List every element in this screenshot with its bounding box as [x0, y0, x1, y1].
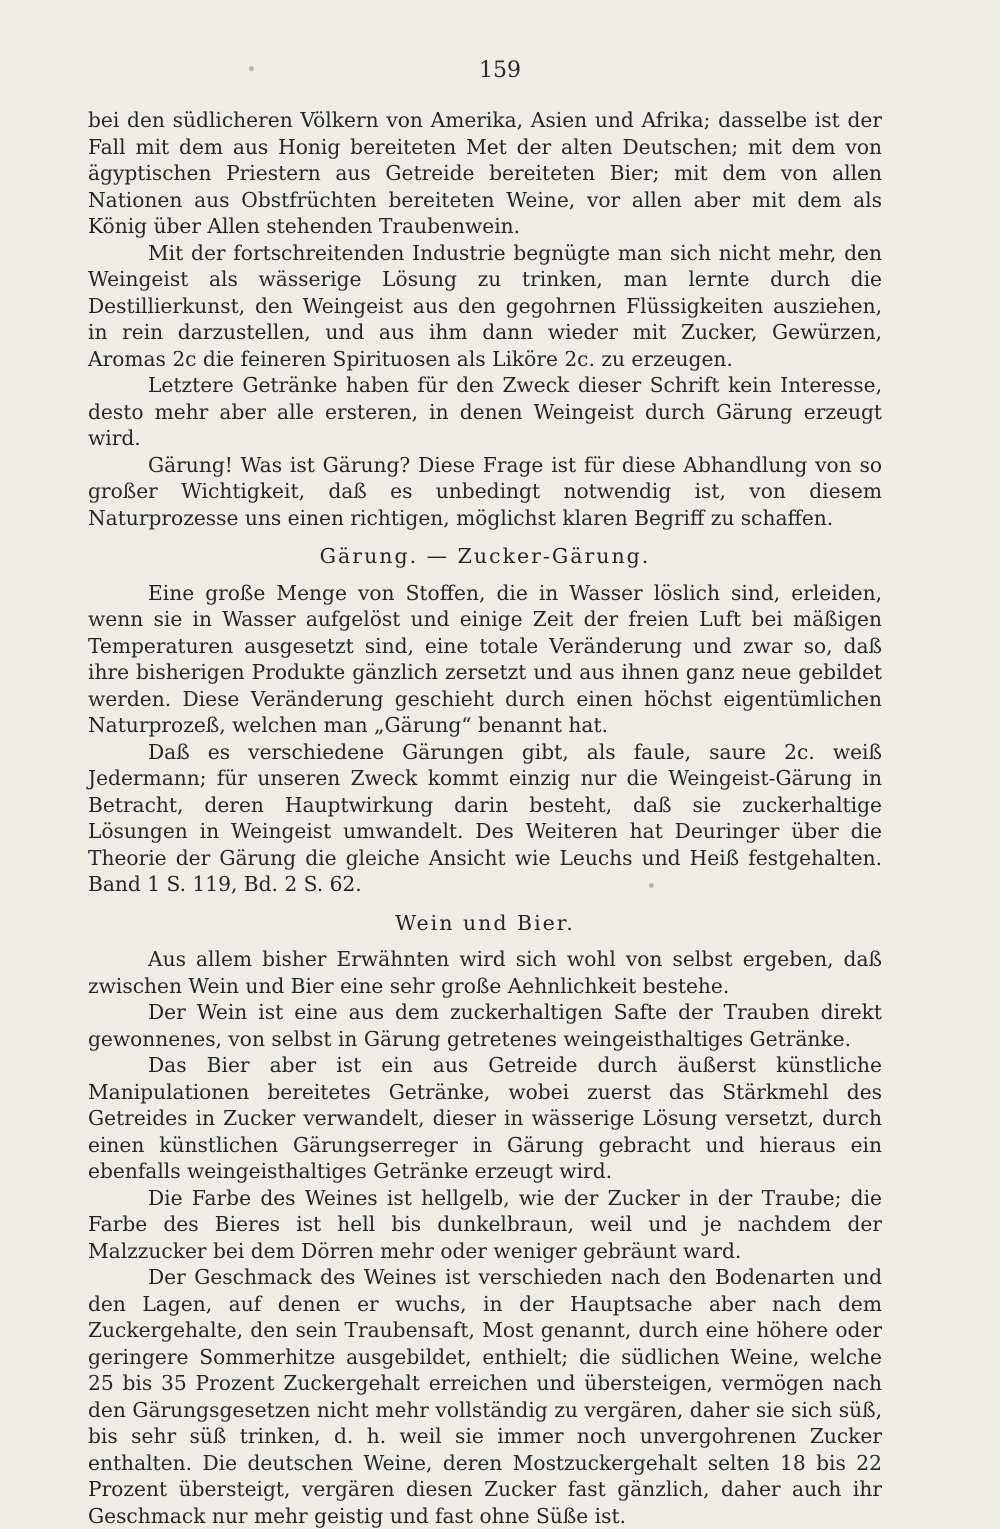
paragraph: Letztere Getränke haben für den Zweck dieser Schrift kein Interesse, desto mehr aber alle ersteren, in denen Weingeist durch Gärung erzeugt wird.: [88, 373, 882, 450]
paragraph: Daß es verschiedene Gärungen gibt, als faule, saure 2c. weiß Jedermann; für unseren Zweck kommt einzig nur die Weingeist-Gärung in Betracht, deren Hauptwirkung darin besteht, daß sie zuckerhaltige Lösungen in Weingeist umwandelt. Des Weiteren hat Deuringer über die Theorie der Gärung die gleiche Ansicht wie Leuchs und Heiß festgehalten. Band 1 S. 119, Bd. 2 S. 62.: [88, 739, 882, 896]
paragraph: Das Bier aber ist ein aus Getreide durch äußerst künstliche Manipulationen bereitetes Getränke, wobei zuerst das Stärkmehl des Getreides in Zucker verwandelt, dieser in wässerige Lösung versetzt, durch einen künstlichen Gärungserreger in Gärung gebracht und hieraus ein ebenfalls weingeisthaltiges Getränke erzeugt wird.: [88, 1053, 882, 1183]
paragraph: Der Wein ist eine aus dem zuckerhaltigen Safte der Trauben direkt gewonnenes, von selbst in Gärung getretenes weingeisthaltiges Getränke.: [88, 1000, 882, 1051]
paragraph: Der Geschmack des Weines ist verschieden nach den Bodenarten und den Lagen, auf denen er wuchs, in der Hauptsache aber nach dem Zuckergehalte, den sein Traubensaft, Most genannt, durch eine höhere oder geringere Sommerhitze ausgebildet, enthielt; die südlichen Weine, welche 25 bis 35 Prozent Zuckergehalt erreichen und übersteigen, vermögen nach den Gärungsgesetzen nicht mehr vollständig zu vergären, daher sie sich süß, bis sehr süß trinken, d. h. weil sie immer noch unvergohrenen Zucker enthalten. Die deutschen Weine, deren Mostzuckergehalt selten 18 bis 22 Prozent übersteigt, vergären diesen Zucker fast gänzlich, daher auch ihr Geschmack nur mehr geistig und fast ohne Süße ist.: [88, 1265, 882, 1528]
paragraph: Mit der fortschreitenden Industrie begnügte man sich nicht mehr, den Weingeist als wässerige Lösung zu trinken, man lernte durch die Destillierkunst, den Weingeist aus den gegohrnen Flüssigkeiten ausziehen, in rein darzustellen, und aus ihm dann wieder mit Zucker, Gewürzen, Aromas 2c die feineren Spirituosen als Liköre 2c. zu erzeugen.: [88, 240, 882, 371]
page-speck: [249, 66, 254, 71]
section-heading: Gärung. — Zucker-Gärung.: [319, 544, 651, 568]
paragraph: bei den südlicheren Völkern von Amerika, Asien und Afrika; dasselbe ist der Fall mit dem aus Honig bereiteten Met der alten Deutschen; mit dem von ägyptischen Priestern aus Getreide bereiteten Bier; mit dem von allen Nationen aus Obstfrüchten bereiteten Weine, vor allen aber mit dem als König über Allen stehenden Traubenwein.: [88, 108, 882, 238]
paragraph: Gärung! Was ist Gärung? Diese Frage ist für diese Abhandlung von so großer Wichtigkeit, daß es unbedingt notwendig ist, von diesem Naturprozesse uns einen richtigen, möglichst klaren Begriff zu schaffen.: [88, 452, 882, 530]
body-text: [88, 107, 882, 1529]
page-number: 159: [479, 58, 521, 83]
paragraph: Aus allem bisher Erwähnten wird sich wohl von selbst ergeben, daß zwischen Wein und Bier eine sehr große Aehnlichkeit bestehe.: [88, 947, 882, 998]
paragraph: Die Farbe des Weines ist hellgelb, wie der Zucker in der Traube; die Farbe des Bieres ist hell bis dunkelbraun, weil und je nachdem der Malzzucker bei dem Dörren mehr oder weniger gebräunt ward.: [88, 1185, 882, 1263]
section-heading: Wein und Bier.: [395, 910, 575, 935]
paragraph: Eine große Menge von Stoffen, die in Wasser löslich sind, erleiden, wenn sie in Wasser aufgelöst und einige Zeit der freien Luft bei mäßigen Temperaturen ausgesetzt sind, eine totale Veränderung und zwar so, daß ihre bisherigen Produkte gänzlich zersetzt und aus ihnen ganz neue gebildet werden. Diese Veränderung geschieht durch einen höchst eigentümlichen Naturprozeß, welchen man „Gärung“ benannt hat.: [88, 580, 882, 737]
